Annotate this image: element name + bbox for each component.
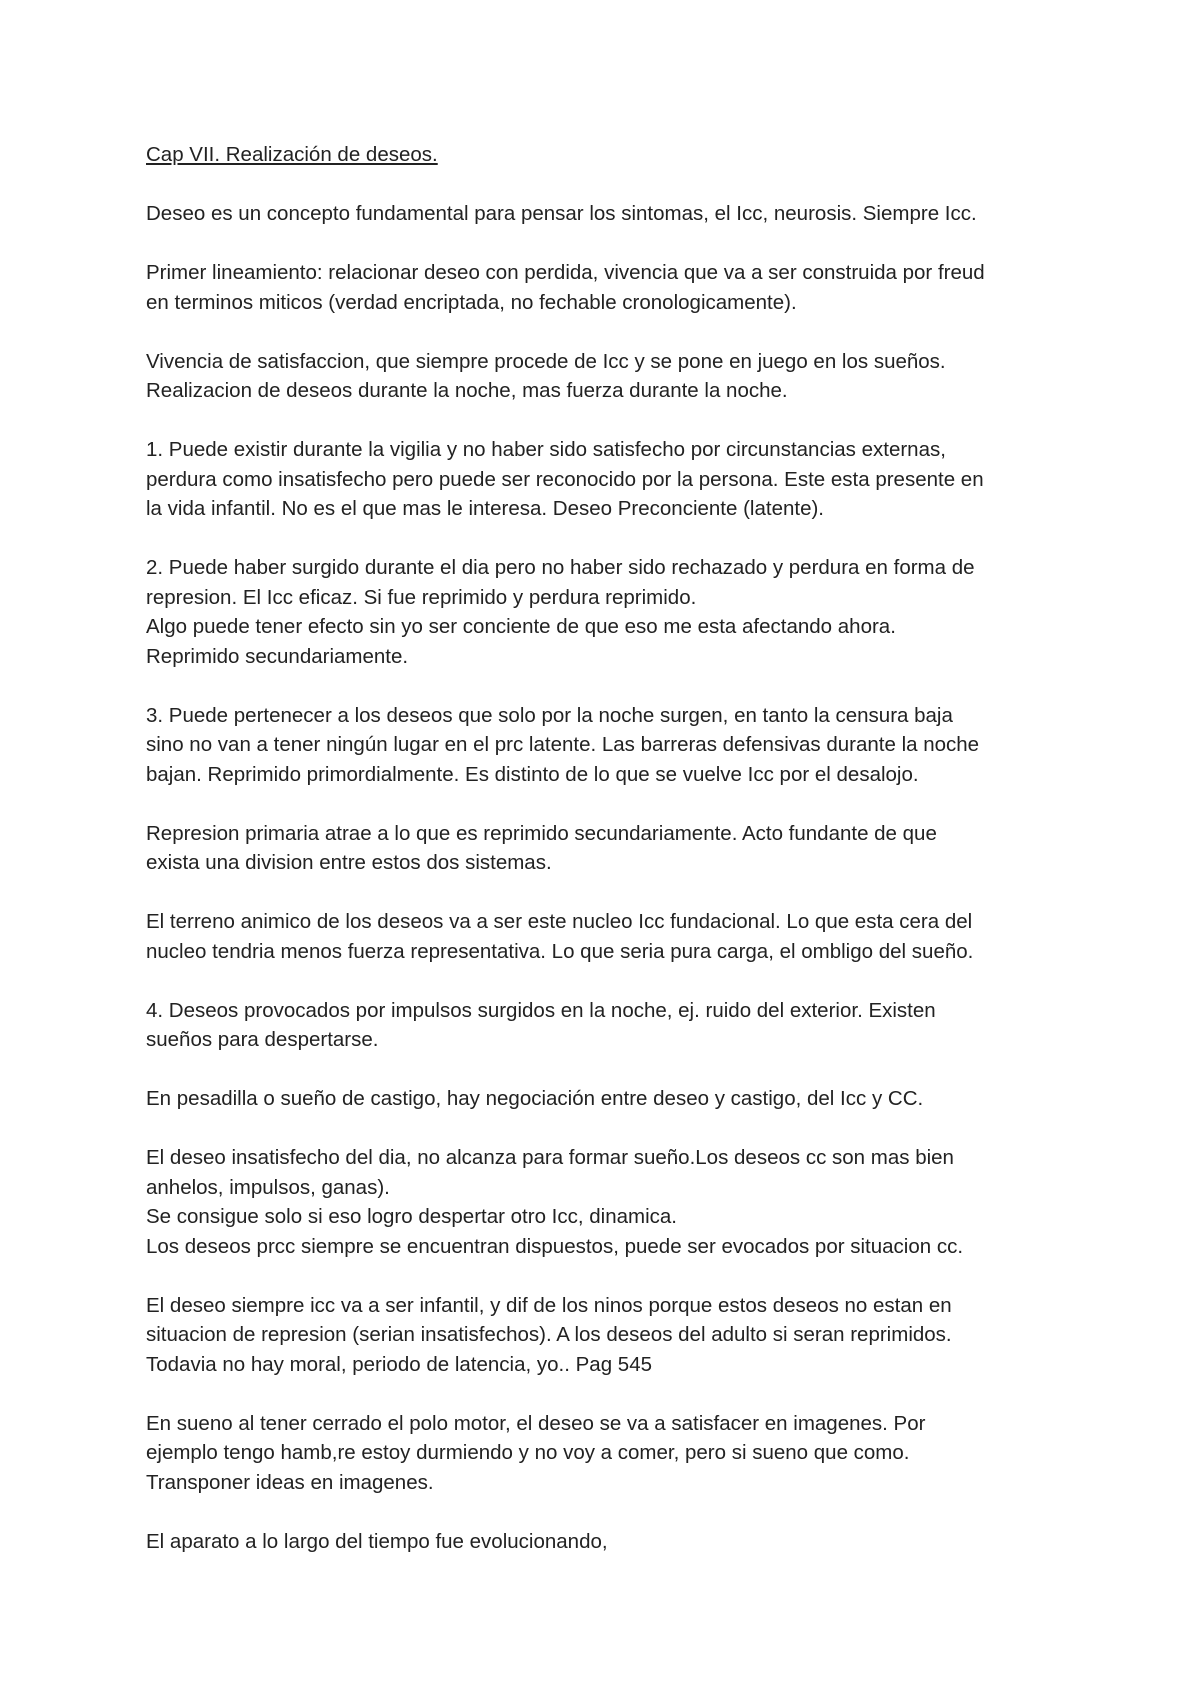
text-line: en terminos miticos (verdad encriptada, no fechable cronologicamente). <box>146 290 797 314</box>
text-line: sino no van a tener ningún lugar en el prc latente. Las barreras defensivas durante la noche <box>146 733 980 756</box>
text-line: anhelos, impulsos, ganas). <box>146 1175 390 1199</box>
text-line: Transponer ideas en imagenes. <box>146 1470 434 1494</box>
text-line: perdura como insatisfecho pero puede ser reconocido por la persona. Este esta presente en <box>146 467 984 491</box>
text-line: sueños para despertarse. <box>146 1028 379 1051</box>
text-line: Algo puede tener efecto sin yo ser conciente de que eso me esta afectando ahora. <box>146 615 896 638</box>
paragraph-list <box>146 199 1076 1556</box>
text-line: 3. Puede pertenecer a los deseos que solo por la noche surgen, en tanto la censura baja <box>146 703 953 727</box>
text-line: Todavia no hay moral, periodo de latencia, yo.. Pag 545 <box>146 1352 652 1376</box>
text-line: Realizacion de deseos durante la noche, mas fuerza durante la noche. <box>146 379 788 402</box>
paragraph <box>146 1527 1076 1557</box>
paragraph <box>146 435 1076 524</box>
text-line: represion. El Icc eficaz. Si fue reprimido y perdura reprimido. <box>146 585 697 609</box>
paragraph <box>146 1143 1076 1261</box>
text-line: nucleo tendria menos fuerza representativa. Lo que seria pura carga, el ombligo del sueño. <box>146 939 974 963</box>
text-line: En sueno al tener cerrado el polo motor, el deseo se va a satisfacer en imagenes. Por <box>146 1411 926 1435</box>
text-line: 4. Deseos provocados por impulsos surgidos en la noche, ej. ruido del exterior. Existen <box>146 998 936 1022</box>
text-line: Represion primaria atrae a lo que es reprimido secundariamente. Acto fundante de que <box>146 821 937 845</box>
text-line: Se consigue solo si eso logro despertar otro Icc, dinamica. <box>146 1205 677 1228</box>
text-line: El deseo insatisfecho del dia, no alcanza para formar sueño.Los deseos cc son mas bien <box>146 1146 954 1169</box>
text-line: ejemplo tengo hamb,re estoy durmiendo y no voy a comer, pero si sueno que como. <box>146 1441 910 1464</box>
paragraph <box>146 996 1076 1055</box>
paragraph <box>146 199 1076 229</box>
text-line: bajan. Reprimido primordialmente. Es distinto de lo que se vuelve Icc por el desalojo. <box>146 762 919 786</box>
text-line: 1. Puede existir durante la vigilia y no haber sido satisfecho por circunstancias externas, <box>146 438 946 461</box>
text-line: El terreno animico de los deseos va a ser este nucleo Icc fundacional. Lo que esta cera del <box>146 910 973 933</box>
text-line: Vivencia de satisfaccion, que siempre procede de Icc y se pone en juego en los sueños. <box>146 349 946 373</box>
paragraph <box>146 1084 1076 1114</box>
paragraph <box>146 819 1076 878</box>
text-line: Primer lineamiento: relacionar deseo con perdida, vivencia que va a ser construida por freud <box>146 261 985 284</box>
text-line: El aparato a lo largo del tiempo fue evolucionando, <box>146 1529 608 1553</box>
document-page <box>146 140 1076 1556</box>
paragraph <box>146 258 1076 317</box>
paragraph <box>146 347 1076 406</box>
text-line: exista una division entre estos dos sistemas. <box>146 851 552 874</box>
text-line: 2. Puede haber surgido durante el dia pero no haber sido rechazado y perdura en forma de <box>146 556 975 579</box>
chapter-title: Cap VII. Realización de deseos. <box>146 143 438 166</box>
paragraph <box>146 1291 1076 1380</box>
text-line: Reprimido secundariamente. <box>146 644 409 668</box>
text-line: El deseo siempre icc va a ser infantil, y dif de los ninos porque estos deseos no estan en <box>146 1293 952 1317</box>
text-line: situacion de represion (serian insatisfechos). A los deseos del adulto si seran reprimidos. <box>146 1323 952 1346</box>
text-line: la vida infantil. No es el que mas le interesa. Deseo Preconciente (latente). <box>146 497 825 520</box>
paragraph <box>146 553 1076 671</box>
text-line: En pesadilla o sueño de castigo, hay negociación entre deseo y castigo, del Icc y CC. <box>146 1087 924 1110</box>
text-line: Deseo es un concepto fundamental para pensar los sintomas, el Icc, neurosis. Siempre Icc. <box>146 202 977 225</box>
paragraph <box>146 701 1076 790</box>
paragraph <box>146 907 1076 966</box>
paragraph <box>146 1409 1076 1498</box>
text-line: Los deseos prcc siempre se encuentran dispuestos, puede ser evocados por situacion cc. <box>146 1234 964 1258</box>
